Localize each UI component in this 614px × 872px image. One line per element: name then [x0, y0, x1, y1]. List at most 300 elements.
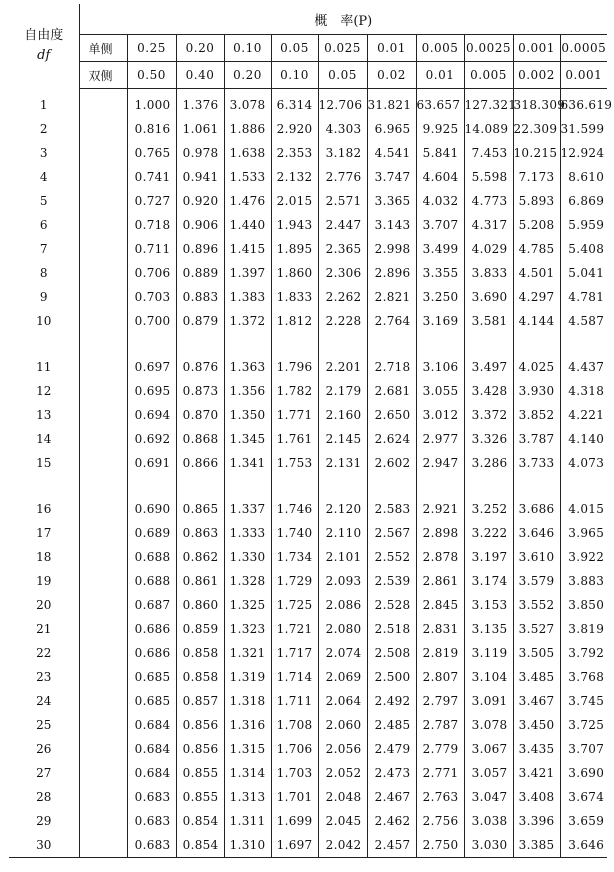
- one-tailed-p-6: 0.005: [416, 35, 464, 62]
- df-cell: 8: [9, 261, 79, 285]
- spacer-cell: [513, 333, 560, 355]
- value-cell: 1.356: [224, 379, 271, 403]
- side-spacer-cell: [79, 189, 127, 213]
- side-spacer-cell: [79, 641, 127, 665]
- value-cell: 1.740: [271, 521, 318, 545]
- table-row: [9, 309, 607, 333]
- value-cell: 2.764: [367, 309, 416, 333]
- value-cell: 1.706: [271, 737, 318, 761]
- value-cell: 3.707: [568, 742, 605, 756]
- df-cell: 7: [9, 237, 79, 261]
- value-cell: 2.201: [318, 355, 367, 379]
- value-cell: 12.924: [560, 146, 605, 160]
- side-spacer-cell: [79, 213, 127, 237]
- value-cell: 0.879: [176, 309, 224, 333]
- one-tailed-p-0: 0.25: [127, 35, 176, 62]
- value-cell: 4.773: [464, 189, 513, 213]
- value-cell: 1.721: [271, 617, 318, 641]
- value-cell: 1.330: [224, 545, 271, 569]
- value-cell: 2.500: [367, 665, 416, 689]
- df-cell: 27: [9, 761, 79, 785]
- value-cell: 1.895: [271, 237, 318, 261]
- value-cell: 4.541: [367, 141, 416, 165]
- table-row: [9, 117, 607, 141]
- value-cell: 1.372: [224, 309, 271, 333]
- value-cell: 0.692: [127, 427, 176, 451]
- value-cell: 3.659: [568, 814, 605, 828]
- side-spacer-cell: [79, 285, 127, 309]
- value-cell: 3.372: [464, 403, 513, 427]
- value-cell: 1.717: [271, 641, 318, 665]
- value-cell: 0.718: [127, 213, 176, 237]
- table-row: [9, 497, 607, 521]
- value-cell: 0.856: [176, 737, 224, 761]
- value-cell: 1.313: [224, 785, 271, 809]
- spacer-cell: [464, 333, 513, 355]
- value-cell: 3.819: [568, 622, 605, 636]
- value-cell: 1.812: [271, 309, 318, 333]
- value-cell: 1.753: [271, 451, 318, 475]
- value-cell: 2.797: [416, 689, 464, 713]
- value-cell: 4.501: [513, 261, 560, 285]
- one-tailed-p-5: 0.01: [367, 35, 416, 62]
- value-cell: 3.747: [367, 165, 416, 189]
- value-cell: 1.782: [271, 379, 318, 403]
- value-cell: 2.571: [318, 189, 367, 213]
- side-spacer-cell: [79, 451, 127, 475]
- value-cell: 1.886: [224, 117, 271, 141]
- value-cell: 4.437: [568, 360, 605, 374]
- value-cell: 0.859: [176, 617, 224, 641]
- value-cell: 2.110: [318, 521, 367, 545]
- value-cell: 3.690: [568, 766, 605, 780]
- spacer-cell: [9, 333, 79, 355]
- value-cell: 1.325: [224, 593, 271, 617]
- side-spacer-cell: [79, 497, 127, 521]
- value-cell: 3.467: [513, 689, 560, 713]
- side-spacer-cell: [79, 379, 127, 403]
- df-cell: 3: [9, 141, 79, 165]
- spacer-cell: [560, 333, 607, 355]
- value-cell: 1.310: [224, 833, 271, 858]
- value-cell: 2.583: [367, 497, 416, 521]
- value-cell: 4.785: [513, 237, 560, 261]
- value-cell: 0.862: [176, 545, 224, 569]
- value-cell: 1.383: [224, 285, 271, 309]
- two-tailed-p-4: 0.05: [318, 62, 367, 89]
- table-row: [9, 617, 607, 641]
- df-cell: 14: [9, 427, 79, 451]
- value-cell: 3.646: [560, 833, 607, 858]
- df-cell: 29: [9, 809, 79, 833]
- two-tailed-p-5: 0.02: [367, 62, 416, 89]
- value-cell: 3.421: [513, 761, 560, 785]
- two-tailed-p-6: 0.01: [416, 62, 464, 89]
- value-cell: 3.690: [464, 285, 513, 309]
- side-spacer-cell: [79, 355, 127, 379]
- side-spacer-cell: [79, 117, 127, 141]
- value-cell: 31.599: [560, 122, 605, 136]
- value-cell: 2.042: [318, 833, 367, 858]
- df-cell: 10: [9, 309, 79, 333]
- side-spacer-cell: [79, 165, 127, 189]
- value-cell: 1.711: [271, 689, 318, 713]
- value-cell: 2.921: [416, 497, 464, 521]
- value-cell: 1.796: [271, 355, 318, 379]
- spacer-cell: [271, 333, 318, 355]
- value-cell: 2.878: [416, 545, 464, 569]
- value-cell: 0.855: [176, 761, 224, 785]
- two-tailed-header-row: [9, 62, 607, 89]
- value-cell: 9.925: [416, 117, 464, 141]
- value-cell: 636.619: [560, 98, 613, 112]
- value-cell: 5.041: [568, 266, 605, 280]
- value-cell: 3.252: [464, 497, 513, 521]
- value-cell: 3.930: [513, 379, 560, 403]
- value-cell: 0.816: [127, 117, 176, 141]
- one-tailed-p-3: 0.05: [271, 35, 318, 62]
- spacer-cell: [416, 475, 464, 497]
- value-cell: 0.858: [176, 641, 224, 665]
- value-cell: 2.756: [416, 809, 464, 833]
- side-spacer-cell: [79, 141, 127, 165]
- value-cell: 3.250: [416, 285, 464, 309]
- spacer-cell: [9, 475, 79, 497]
- value-cell: 2.060: [318, 713, 367, 737]
- value-cell: 2.353: [271, 141, 318, 165]
- value-cell: 1.363: [224, 355, 271, 379]
- df-cell: 4: [9, 165, 79, 189]
- value-cell: 127.321: [464, 93, 513, 117]
- value-cell: 0.741: [127, 165, 176, 189]
- one-tailed-p-1: 0.20: [176, 35, 224, 62]
- value-cell: 3.385: [513, 833, 560, 858]
- value-cell: 3.485: [513, 665, 560, 689]
- value-cell: 3.119: [464, 641, 513, 665]
- value-cell: 10.215: [513, 141, 560, 165]
- df-cell: 5: [9, 189, 79, 213]
- value-cell: 3.497: [464, 355, 513, 379]
- value-cell: 2.947: [416, 451, 464, 475]
- two-tailed-label: 双侧: [79, 62, 127, 89]
- value-cell: 4.032: [416, 189, 464, 213]
- value-cell: 3.169: [416, 309, 464, 333]
- value-cell: 4.587: [568, 314, 605, 328]
- one-tailed-p-8: 0.001: [513, 35, 560, 62]
- value-cell: 1.321: [224, 641, 271, 665]
- df-cell: 18: [9, 545, 79, 569]
- value-cell: 4.781: [568, 290, 605, 304]
- value-cell: 0.858: [176, 665, 224, 689]
- value-cell: 1.771: [271, 403, 318, 427]
- value-cell: 0.711: [127, 237, 176, 261]
- spacer-cell: [224, 475, 271, 497]
- table-row: [9, 641, 607, 665]
- value-cell: 4.029: [464, 237, 513, 261]
- spacer-cell: [271, 475, 318, 497]
- value-cell: 2.120: [318, 497, 367, 521]
- table-row: [9, 545, 607, 569]
- spacer-cell: [176, 475, 224, 497]
- spacer-cell: [127, 475, 176, 497]
- value-cell: 2.447: [318, 213, 367, 237]
- df-cell: 22: [9, 641, 79, 665]
- one-tailed-p-9: 0.0005: [560, 35, 607, 62]
- value-cell: 2.080: [318, 617, 367, 641]
- df-cell: 19: [9, 569, 79, 593]
- value-cell: 0.765: [127, 141, 176, 165]
- value-cell: 1.697: [271, 833, 318, 858]
- value-cell: 1.761: [271, 427, 318, 451]
- value-cell: 2.074: [318, 641, 367, 665]
- value-cell: 3.787: [513, 427, 560, 451]
- value-cell: 2.624: [367, 427, 416, 451]
- value-cell: 1.699: [271, 809, 318, 833]
- value-cell: 1.703: [271, 761, 318, 785]
- value-cell: 0.861: [176, 569, 224, 593]
- value-cell: 1.376: [176, 93, 224, 117]
- df-cell: 21: [9, 617, 79, 641]
- value-cell: 3.965: [568, 526, 605, 540]
- value-cell: 3.527: [513, 617, 560, 641]
- value-cell: 3.505: [513, 641, 560, 665]
- value-cell: 3.745: [568, 694, 605, 708]
- side-spacer-cell: [79, 809, 127, 833]
- value-cell: 0.865: [176, 497, 224, 521]
- df-cell: 11: [9, 355, 79, 379]
- table-row: [9, 93, 607, 117]
- value-cell: 1.315: [224, 737, 271, 761]
- value-cell: 3.428: [464, 379, 513, 403]
- value-cell: 3.725: [568, 718, 605, 732]
- value-cell: 2.306: [318, 261, 367, 285]
- value-cell: 1.943: [271, 213, 318, 237]
- value-cell: 2.718: [367, 355, 416, 379]
- value-cell: 2.650: [367, 403, 416, 427]
- value-cell: 3.153: [464, 593, 513, 617]
- value-cell: 3.355: [416, 261, 464, 285]
- value-cell: 3.365: [367, 189, 416, 213]
- two-tailed-p-2: 0.20: [224, 62, 271, 89]
- value-cell: 0.873: [176, 379, 224, 403]
- value-cell: 2.045: [318, 809, 367, 833]
- value-cell: 5.208: [513, 213, 560, 237]
- df-cell: 23: [9, 665, 79, 689]
- value-cell: 0.697: [127, 355, 176, 379]
- value-cell: 4.015: [568, 502, 605, 516]
- value-cell: 4.317: [464, 213, 513, 237]
- value-cell: 0.941: [176, 165, 224, 189]
- value-cell: 2.101: [318, 545, 367, 569]
- table-row: [9, 689, 607, 713]
- value-cell: 1.345: [224, 427, 271, 451]
- value-cell: 7.173: [513, 165, 560, 189]
- value-cell: 2.819: [416, 641, 464, 665]
- value-cell: 0.688: [127, 545, 176, 569]
- value-cell: 3.396: [513, 809, 560, 833]
- value-cell: 1.314: [224, 761, 271, 785]
- value-cell: 2.485: [367, 713, 416, 737]
- value-cell: 0.889: [176, 261, 224, 285]
- value-cell: 0.978: [176, 141, 224, 165]
- df-header-cell: [9, 4, 79, 89]
- value-cell: 1.415: [224, 237, 271, 261]
- two-tailed-p-3: 0.10: [271, 62, 318, 89]
- row-group-spacer: [9, 333, 607, 355]
- table-row: [9, 833, 607, 858]
- value-cell: 6.965: [367, 117, 416, 141]
- value-cell: 7.453: [464, 141, 513, 165]
- value-cell: 3.135: [464, 617, 513, 641]
- value-cell: 2.861: [416, 569, 464, 593]
- value-cell: 0.683: [127, 809, 176, 833]
- value-cell: 3.450: [513, 713, 560, 737]
- side-spacer-cell: [79, 689, 127, 713]
- value-cell: 2.262: [318, 285, 367, 309]
- value-cell: 2.508: [367, 641, 416, 665]
- value-cell: 3.143: [367, 213, 416, 237]
- spacer-cell: [79, 333, 127, 355]
- table-row: [9, 809, 607, 833]
- value-cell: 3.499: [416, 237, 464, 261]
- one-tailed-p-4: 0.025: [318, 35, 367, 62]
- value-cell: 2.831: [416, 617, 464, 641]
- value-cell: 3.833: [464, 261, 513, 285]
- value-cell: 4.140: [568, 432, 605, 446]
- value-cell: 1.397: [224, 261, 271, 285]
- value-cell: 0.868: [176, 427, 224, 451]
- table-row: [9, 665, 607, 689]
- two-tailed-p-7: 0.005: [464, 62, 513, 89]
- df-cell: 20: [9, 593, 79, 617]
- value-cell: 0.688: [127, 569, 176, 593]
- value-cell: 2.920: [271, 117, 318, 141]
- table-row: [9, 237, 607, 261]
- value-cell: 2.845: [416, 593, 464, 617]
- value-cell: 2.552: [367, 545, 416, 569]
- value-cell: 0.703: [127, 285, 176, 309]
- table-row: [9, 451, 607, 475]
- side-spacer-cell: [79, 617, 127, 641]
- probability-header: 概 率(P): [79, 4, 607, 35]
- value-cell: 1.860: [271, 261, 318, 285]
- value-cell: 1.708: [271, 713, 318, 737]
- table-row: [9, 355, 607, 379]
- value-cell: 0.883: [176, 285, 224, 309]
- value-cell: 1.319: [224, 665, 271, 689]
- value-cell: 2.518: [367, 617, 416, 641]
- df-cell: 13: [9, 403, 79, 427]
- table-row: [9, 785, 607, 809]
- value-cell: 2.145: [318, 427, 367, 451]
- value-cell: 0.687: [127, 593, 176, 617]
- value-cell: 1.701: [271, 785, 318, 809]
- header-title-row: [9, 4, 607, 35]
- value-cell: 63.657: [416, 93, 464, 117]
- spacer-cell: [560, 475, 607, 497]
- value-cell: 1.638: [224, 141, 271, 165]
- spacer-cell: [513, 475, 560, 497]
- value-cell: 0.684: [127, 713, 176, 737]
- one-tailed-p-7: 0.0025: [464, 35, 513, 62]
- side-spacer-cell: [79, 309, 127, 333]
- value-cell: 3.057: [464, 761, 513, 785]
- value-cell: 1.311: [224, 809, 271, 833]
- value-cell: 1.725: [271, 593, 318, 617]
- value-cell: 1.323: [224, 617, 271, 641]
- value-cell: 3.733: [513, 451, 560, 475]
- value-cell: 0.860: [176, 593, 224, 617]
- value-cell: 5.959: [568, 218, 605, 232]
- row-group-spacer: [9, 475, 607, 497]
- two-tailed-p-8: 0.002: [513, 62, 560, 89]
- value-cell: 3.067: [464, 737, 513, 761]
- df-header-label: 自由度: [24, 28, 64, 44]
- one-tailed-header-row: [9, 35, 607, 62]
- value-cell: 1.833: [271, 285, 318, 309]
- value-cell: 0.686: [127, 641, 176, 665]
- table-row: [9, 427, 607, 451]
- value-cell: 4.144: [513, 309, 560, 333]
- value-cell: 0.920: [176, 189, 224, 213]
- value-cell: 2.015: [271, 189, 318, 213]
- value-cell: 2.998: [367, 237, 416, 261]
- one-tailed-p-2: 0.10: [224, 35, 271, 62]
- value-cell: 2.779: [416, 737, 464, 761]
- two-tailed-p-1: 0.40: [176, 62, 224, 89]
- value-cell: 2.069: [318, 665, 367, 689]
- value-cell: 2.467: [367, 785, 416, 809]
- df-cell: 15: [9, 451, 79, 475]
- value-cell: 2.567: [367, 521, 416, 545]
- df-cell: 1: [9, 93, 79, 117]
- value-cell: 3.922: [568, 550, 605, 564]
- table-row: [9, 165, 607, 189]
- value-cell: 5.841: [416, 141, 464, 165]
- value-cell: 2.787: [416, 713, 464, 737]
- value-cell: 0.896: [176, 237, 224, 261]
- value-cell: 1.476: [224, 189, 271, 213]
- df-cell: 2: [9, 117, 79, 141]
- value-cell: 0.856: [176, 713, 224, 737]
- value-cell: 2.052: [318, 761, 367, 785]
- value-cell: 0.684: [127, 761, 176, 785]
- value-cell: 2.539: [367, 569, 416, 593]
- table-row: [9, 713, 607, 737]
- value-cell: 4.221: [568, 408, 605, 422]
- df-cell: 9: [9, 285, 79, 309]
- table-row: [9, 521, 607, 545]
- side-spacer-cell: [79, 93, 127, 117]
- spacer-cell: [416, 333, 464, 355]
- value-cell: 2.492: [367, 689, 416, 713]
- value-cell: 3.078: [224, 93, 271, 117]
- table-row: [9, 737, 607, 761]
- df-cell: 17: [9, 521, 79, 545]
- value-cell: 12.706: [318, 93, 367, 117]
- value-cell: 3.047: [464, 785, 513, 809]
- value-cell: 3.850: [568, 598, 605, 612]
- value-cell: 3.326: [464, 427, 513, 451]
- value-cell: 1.734: [271, 545, 318, 569]
- value-cell: 14.089: [464, 117, 513, 141]
- value-cell: 3.768: [568, 670, 605, 684]
- value-cell: 3.852: [513, 403, 560, 427]
- value-cell: 3.646: [513, 521, 560, 545]
- df-cell: 25: [9, 713, 79, 737]
- value-cell: 0.854: [176, 809, 224, 833]
- spacer-cell: [79, 475, 127, 497]
